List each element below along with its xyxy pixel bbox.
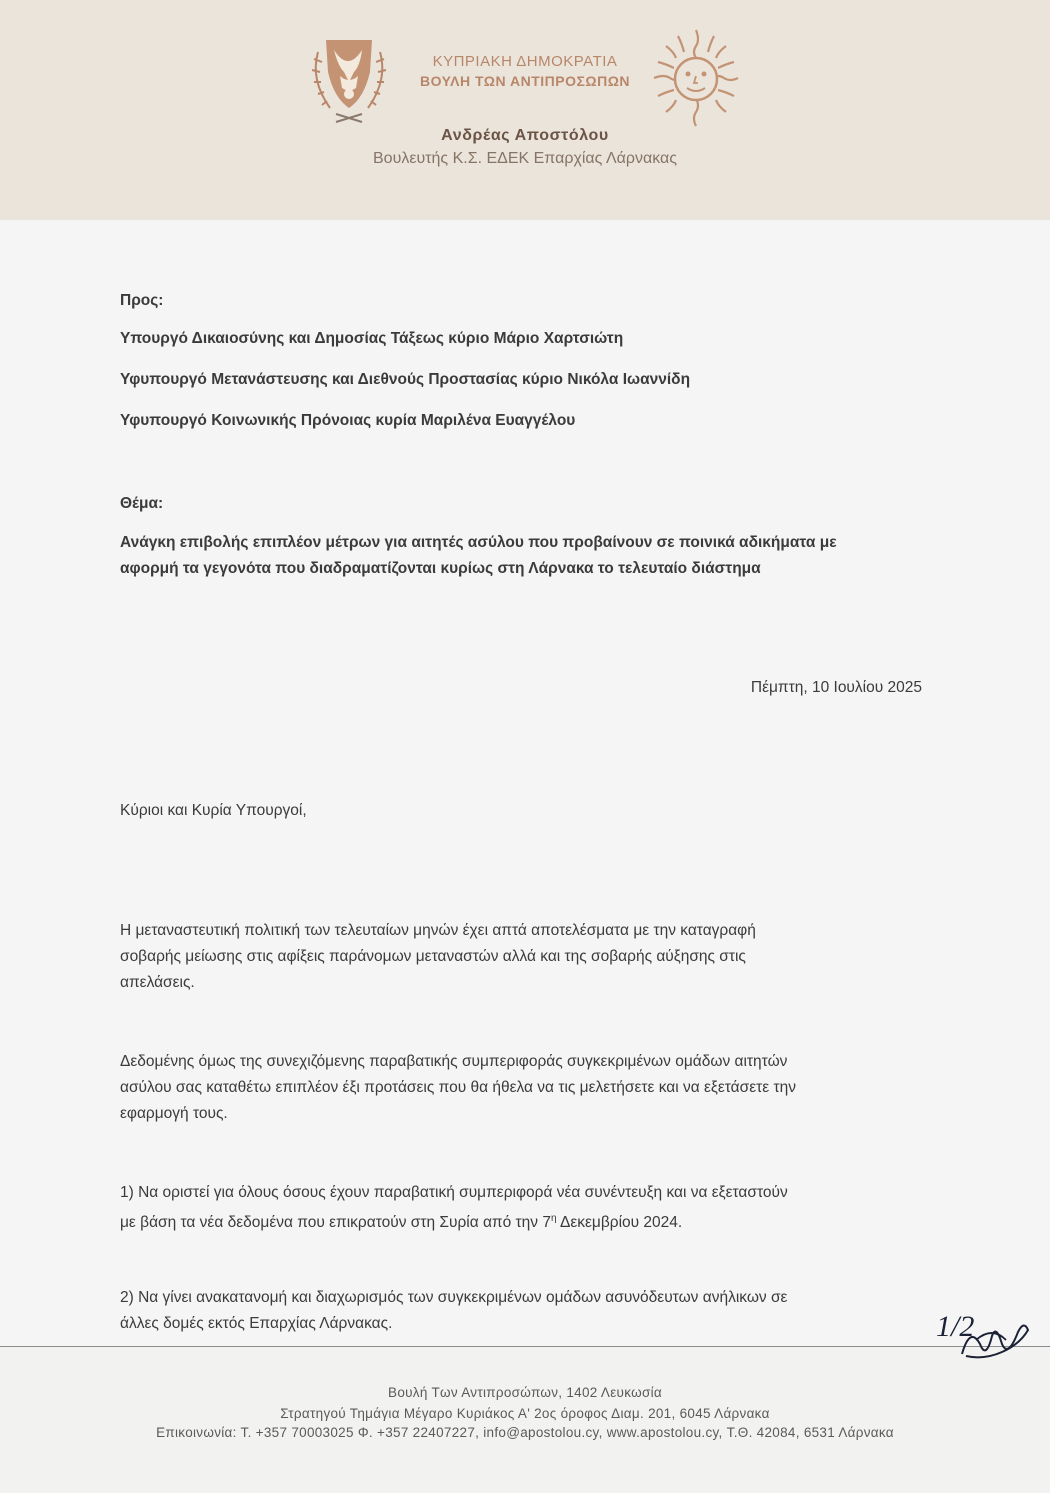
letterhead-parliament: ΒΟΥΛΗ ΤΩΝ ΑΝΤΙΠΡΟΣΩΠΩΝ [419, 73, 631, 89]
proposal-item-1-cont [120, 1206, 682, 1236]
mp-title: Βουλευτής Κ.Σ. ΕΔΕΚ Επαρχίας Λάρνακας [373, 150, 677, 167]
subject-line: Ανάγκη επιβολής επιπλέον μέτρων για αιτητές ασύλου που προβαίνουν σε ποινικά αδικήματα με [120, 534, 837, 551]
subject-label: Θέμα: [120, 495, 164, 512]
proposal-item-2-cont: άλλες δομές εκτός Επαρχίας Λάρνακας. [120, 1315, 393, 1332]
body-line: απελάσεις. [120, 974, 195, 991]
subject-line: αφορμή τα γεγονότα που διαδραματίζονται κυρίως στη Λάρνακα το τελευταίο διάστημα [120, 560, 761, 577]
letterhead [0, 0, 1050, 220]
recipients-label: Προς: [120, 292, 164, 309]
letter-date: Πέμπτη, 10 Ιουλίου 2025 [750, 679, 922, 696]
body-line: σοβαρής μείωσης στις αφίξεις παράνομων μεταναστών αλλά και της σοβαρής αύξησης στις [120, 948, 746, 965]
cyprus-coat-of-arms-icon [304, 32, 394, 124]
handwritten-page-number-signature [932, 1296, 1032, 1366]
body-line: Η μεταναστευτική πολιτική των τελευταίων μηνών έχει απτά αποτελέσματα με την καταγραφή [120, 922, 756, 939]
body-line: ασύλου σας καταθέτω επιπλέον έξι προτάσεις που θα ήθελα να τις μελετήσετε και να εξετάσετε την [120, 1079, 796, 1096]
recipient-line: Υφυπουργό Μετανάστευσης και Διεθνούς Προστασίας κύριο Νικόλα Ιωαννίδη [120, 371, 691, 388]
footer-contact: Επικοινωνία: Τ. +357 70003025 Φ. +357 22407227, info@apostolou.cy, www.apostolou.cy, Τ.Θ. 42084, 6531 Λάρνακα [156, 1425, 894, 1440]
proposal-item-2: 2) Να γίνει ανακατανομή και διαχωρισμός των συγκεκριμένων ομάδων ασυνόδευτων ανήλικων σε [120, 1289, 788, 1306]
footer-address-nicosia: Βουλή Των Αντιπροσώπων, 1402 Λευκωσία [388, 1385, 662, 1400]
footer-address-larnaca: Στρατηγού Τημάγια Μέγαρο Κυριάκος Α' 2ος όροφος Διαμ. 201, 6045 Λάρνακα [280, 1406, 770, 1421]
proposal-text: Δεκεμβρίου 2024. [556, 1214, 683, 1232]
salutation: Κύριοι και Κυρία Υπουργοί, [120, 802, 307, 819]
mp-name: Ανδρέας Αποστόλου [441, 127, 609, 144]
recipient-line: Υφυπουργό Κοινωνικής Πρόνοιας κυρία Μαριλένα Ευαγγέλου [120, 412, 576, 429]
body-line: Δεδομένης όμως της συνεχιζόμενης παραβατικής συμπεριφοράς συγκεκριμένων ομάδων αιτητών [120, 1053, 788, 1070]
page-number: 1/2 [936, 1310, 975, 1343]
body-line: εφαρμογή τους. [120, 1105, 228, 1122]
letterhead-republic: ΚΥΠΡΙΑΚΗ ΔΗΜΟΚΡΑΤΙΑ [432, 53, 618, 70]
recipient-line: Υπουργό Δικαιοσύνης και Δημοσίας Τάξεως κύριο Μάριο Χαρτσιώτη [120, 330, 624, 347]
ordinal-superscript: η [550, 1213, 557, 1224]
proposal-item-1: 1) Να οριστεί για όλους όσους έχουν παραβατική συμπεριφορά νέα συνέντευξη και να εξεταστούν [120, 1184, 788, 1201]
proposal-text: με βάση τα νέα δεδομένα που επικρατούν στη Συρία από την 7 [120, 1214, 551, 1232]
sun-face-icon [650, 26, 742, 130]
footer [0, 1347, 1050, 1493]
